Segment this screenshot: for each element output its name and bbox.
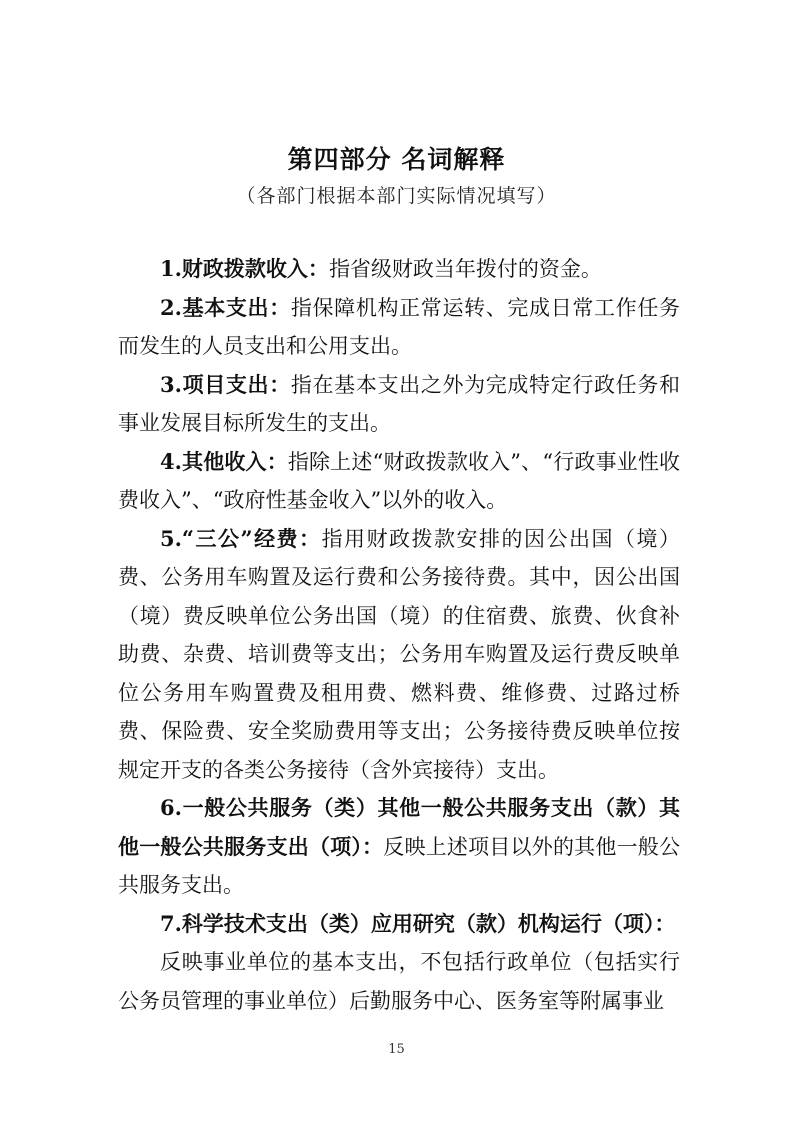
definition-item-7	[118, 905, 680, 944]
definition-term: 3.项目支出：	[160, 371, 291, 397]
definition-text: 指除上述“财政拨款收入”、“行政事业性收费收入”、“政府性基金收入”以外的收入。	[118, 449, 680, 512]
definition-text: 指保障机构正常运转、完成日常工作任务而发生的人员支出和公用支出。	[118, 295, 680, 358]
definition-term: 4.其他收入：	[160, 448, 288, 474]
page-number: 15	[388, 1042, 405, 1057]
definition-item-6	[118, 789, 680, 905]
page-subtitle: （各部门根据本部门实际情况填写）	[236, 185, 557, 207]
definition-term: 7.科学技术支出（类）应用研究（款）机构运行（项）：	[160, 910, 676, 936]
definition-text: 指用财政拨款安排的因公出国（境）费、公务用车购置及运行费和公务接待费。其中，因公出国（境）费反映单位公务出国（境）的住宿费、旅费、伙食补助费、杂费、培训费等支出；公务用车购置及运行费反映单位公务用车购置费及租用费、燃料费、维修费、过路过桥费、保险费、安全奖励费用等支出；公务接待费反映单位按规定开支的各类公务接待（含外宾接待）支出。	[118, 526, 680, 782]
definition-item-7-continuation: 反映事业单位的基本支出，不包括行政单位（包括实行公务员管理的事业单位）后勤服务中心、医务室等附属事业	[118, 950, 680, 1013]
definition-text: 指在基本支出之外为完成特定行政任务和事业发展目标所发生的支出。	[118, 372, 680, 435]
definition-text: 指省级财政当年拨付的资金。	[328, 257, 602, 281]
definition-item-4	[118, 443, 680, 520]
definition-item-3	[118, 366, 680, 443]
definition-term: 6.一般公共服务（类）其他一般公共服务支出（款）其他一般公共服务支出（项）：	[118, 795, 680, 859]
document-body	[118, 250, 680, 1020]
definition-term: 5.“三公”经费：	[160, 525, 322, 551]
definition-term: 2.基本支出：	[160, 294, 291, 320]
definition-item-1	[118, 250, 680, 289]
page-title: 第四部分 名词解释	[287, 145, 506, 174]
definition-text: 反映上述项目以外的其他一般公共服务支出。	[118, 834, 680, 897]
definition-term: 1.财政拨款收入：	[160, 256, 329, 281]
definition-item-2	[118, 289, 680, 366]
definition-item-5	[118, 520, 680, 790]
